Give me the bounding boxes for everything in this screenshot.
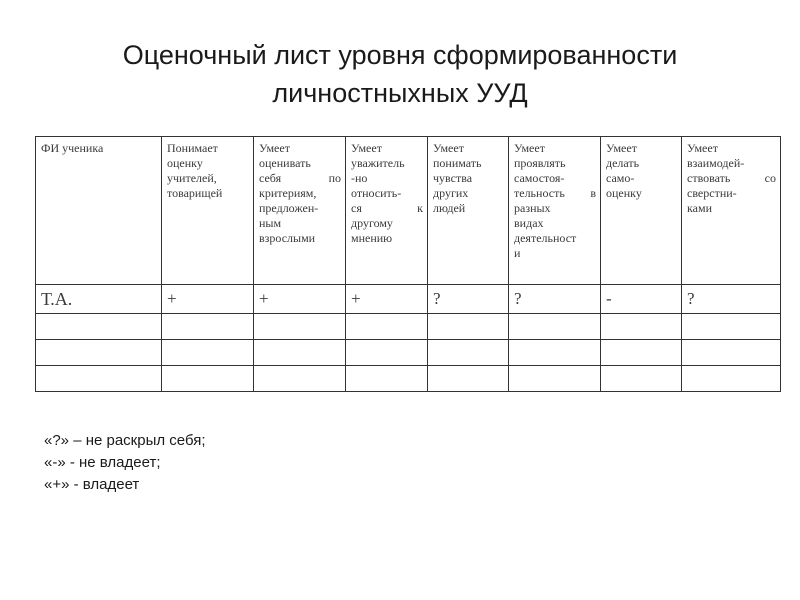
student-name-cell: Т.А. (36, 285, 162, 314)
header-text: ным (259, 216, 282, 230)
header-text: видах (514, 216, 544, 230)
header-respect-opinion (346, 137, 428, 285)
header-text: товарищей (167, 186, 223, 200)
mark-cell (509, 366, 601, 392)
header-text: деятельност (514, 231, 577, 245)
header-text: критериям, (259, 186, 317, 200)
table-header-row (36, 137, 781, 285)
mark-cell: ? (682, 285, 781, 314)
mark-cell (509, 340, 601, 366)
mark-cell (162, 340, 254, 366)
mark-cell: - (601, 285, 682, 314)
title-line-2: личностныхных УУД (272, 78, 528, 108)
header-text: учителей, (167, 171, 217, 185)
header-text: Умеет (259, 141, 290, 155)
header-text: -но (351, 171, 368, 185)
mark-cell (428, 366, 509, 392)
legend-item-question: «?» – не раскрыл себя; (44, 432, 206, 449)
mark-cell: ? (509, 285, 601, 314)
mark-cell (162, 314, 254, 340)
mark-cell: + (346, 285, 428, 314)
table-row (36, 314, 781, 340)
mark-cell (346, 314, 428, 340)
mark-cell: + (162, 285, 254, 314)
legend-item-minus: «-» - не владеет; (44, 454, 161, 471)
header-text: Умеет (433, 141, 464, 155)
student-name-cell (36, 340, 162, 366)
mark-cell (601, 340, 682, 366)
assessment-table (35, 136, 781, 392)
header-text: понимать (433, 156, 482, 170)
mark-cell: + (254, 285, 346, 314)
mark-cell (254, 340, 346, 366)
table-row (36, 366, 781, 392)
header-text: Умеет (514, 141, 545, 155)
mark-cell (346, 366, 428, 392)
header-text: самостоя- (514, 171, 565, 185)
header-self-assessment (601, 137, 682, 285)
header-text: Умеет (351, 141, 382, 155)
header-text: само- (606, 171, 635, 185)
header-text: людей (433, 201, 466, 215)
header-text: оценку (167, 156, 203, 170)
header-text: оценивать (259, 156, 311, 170)
header-text: делать (606, 156, 640, 170)
legend (44, 430, 206, 496)
mark-cell (682, 340, 781, 366)
page-title (0, 36, 800, 112)
legend-item-plus: «+» - владеет (44, 476, 140, 493)
header-text: предложен- (259, 201, 319, 215)
header-text: оценку (606, 186, 642, 200)
student-name-cell (36, 366, 162, 392)
header-text: ся к (351, 201, 423, 215)
header-text: взрослыми (259, 231, 316, 245)
header-text: разных (514, 201, 551, 215)
header-text: других (433, 186, 469, 200)
header-understand-feelings (428, 137, 509, 285)
header-text: мнению (351, 231, 393, 245)
mark-cell (601, 366, 682, 392)
header-text: Понимает (167, 141, 218, 155)
mark-cell (509, 314, 601, 340)
mark-cell (428, 314, 509, 340)
mark-cell (682, 314, 781, 340)
header-text: и (514, 246, 521, 260)
mark-cell (162, 366, 254, 392)
header-text: тельность в (514, 186, 596, 200)
mark-cell (428, 340, 509, 366)
header-text: ствовать со (687, 171, 776, 185)
title-line-1: Оценочный лист уровня сформированности (122, 40, 678, 70)
header-text: сверстни- (687, 186, 737, 200)
mark-cell (346, 340, 428, 366)
student-name-cell (36, 314, 162, 340)
header-text: Умеет (606, 141, 637, 155)
table-row (36, 340, 781, 366)
header-self-evaluation-criteria (254, 137, 346, 285)
header-understands-assessment (162, 137, 254, 285)
header-text: взаимодей- (687, 156, 745, 170)
header-show-independence (509, 137, 601, 285)
table-row (36, 285, 781, 314)
header-text: проявлять (514, 156, 566, 170)
header-text: чувства (433, 171, 473, 185)
mark-cell (254, 314, 346, 340)
header-text: ками (687, 201, 712, 215)
mark-cell: ? (428, 285, 509, 314)
header-text: другому (351, 216, 393, 230)
header-text: относить- (351, 186, 402, 200)
header-text: себя по (259, 171, 341, 185)
header-student-name (36, 137, 162, 285)
header-interact-with-peers (682, 137, 781, 285)
mark-cell (682, 366, 781, 392)
header-text: Умеет (687, 141, 718, 155)
header-text: уважитель (351, 156, 405, 170)
mark-cell (601, 314, 682, 340)
mark-cell (254, 366, 346, 392)
header-text: ФИ ученика (41, 141, 104, 155)
